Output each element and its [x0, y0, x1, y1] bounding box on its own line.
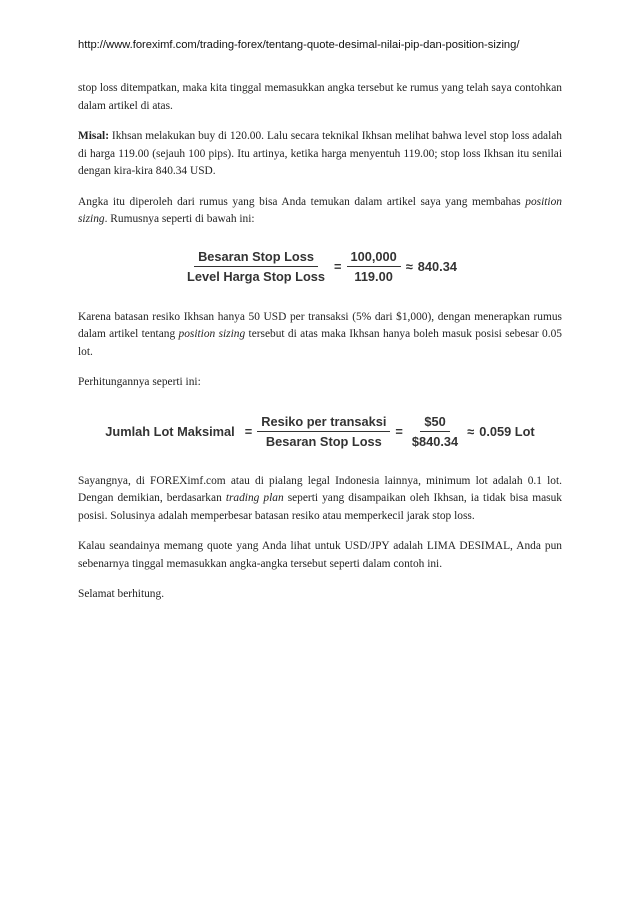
paragraph-text: Sayangnya, di FOREXimf.com atau di pialang legal Indonesia lainnya, minimum lot adalah 0.1 lot. Dengan demikian, berdasarkan — [78, 474, 562, 504]
paragraph — [78, 309, 562, 362]
paragraph-text: Karena batasan resiko Ikhsan hanya 50 USD per transaksi (5% dari $1,000), dengan menerapkan rumus dalam artikel tentang — [78, 310, 562, 340]
lot-formula — [78, 414, 562, 449]
formula-result: 0.059 Lot — [479, 423, 535, 439]
paragraph-text: . Rumusnya seperti di bawah ini: — [104, 213, 255, 225]
paragraph: Kalau seandainya memang quote yang Anda lihat untuk USD/JPY adalah LIMA DESIMAL, Anda pun sebenarnya tinggal memasukkan angka-angka tersebut seperti dalam contoh ini. — [78, 540, 562, 570]
equals-sign: = — [395, 423, 403, 439]
numerator: $50 — [420, 414, 449, 432]
paragraph-closing: Selamat berhitung. — [78, 588, 165, 600]
numerator: Resiko per transaksi — [257, 414, 390, 432]
formula-label: Jumlah Lot Maksimal — [105, 423, 235, 439]
approx-sign: ≈ — [405, 258, 413, 274]
paragraph — [78, 473, 562, 526]
italic-term: trading plan — [225, 492, 284, 504]
denominator: Besaran Stop Loss — [265, 433, 382, 449]
formula-result: 840.34 — [417, 258, 457, 274]
article-body — [78, 80, 562, 617]
paragraph — [78, 194, 562, 229]
paragraph: Perhitungannya seperti ini: — [78, 376, 201, 388]
formula-fraction — [347, 249, 401, 284]
paragraph-text: seperti yang disampaikan oleh Ikhsan, ia tidak bisa masuk posisi. Solusinya adalah memperbesar batasan resiko atau memperkecil jarak stop loss. — [78, 492, 562, 522]
approx-sign: ≈ — [467, 423, 475, 439]
denominator: $840.34 — [411, 433, 459, 449]
numerator: 100,000 — [347, 249, 401, 267]
denominator: Level Harga Stop Loss — [187, 268, 326, 284]
formula-fraction — [408, 414, 462, 449]
italic-term: position sizing — [178, 328, 246, 340]
stop-loss-formula — [78, 249, 562, 284]
italic-term: position sizing — [78, 195, 562, 225]
equals-sign: = — [244, 423, 253, 439]
paragraph-example — [78, 128, 562, 181]
example-label: Misal: — [78, 130, 110, 142]
paragraph-text: Ikhsan melakukan buy di 120.00. Lalu secara teknikal Ikhsan melihat bahwa level stop loss adalah di harga 119.00 (sejauh 100 pips). Itu artinya, ketika harga menyentuh 119.00; stop loss Ikhsan itu senilai dengan kira-kira 840.34 USD. — [78, 130, 562, 177]
formula-fraction — [257, 414, 390, 449]
page-url-header: http://www.foreximf.com/trading-forex/tentang-quote-desimal-nilai-pip-dan-position-sizing/ — [78, 39, 520, 51]
paragraph-text: tersebut di atas maka Ikhsan hanya boleh masuk posisi sebesar 0.05 lot. — [78, 328, 562, 358]
numerator: Besaran Stop Loss — [194, 249, 318, 267]
paragraph-text: Angka itu diperoleh dari rumus yang bisa Anda temukan dalam artikel saya yang membahas — [78, 195, 526, 208]
paragraph: stop loss ditempatkan, maka kita tinggal memasukkan angka tersebut ke rumus yang telah saya contohkan dalam artikel di atas. — [78, 82, 562, 112]
denominator: 119.00 — [354, 268, 393, 284]
formula-fraction — [183, 249, 329, 284]
equals-sign: = — [334, 258, 342, 274]
